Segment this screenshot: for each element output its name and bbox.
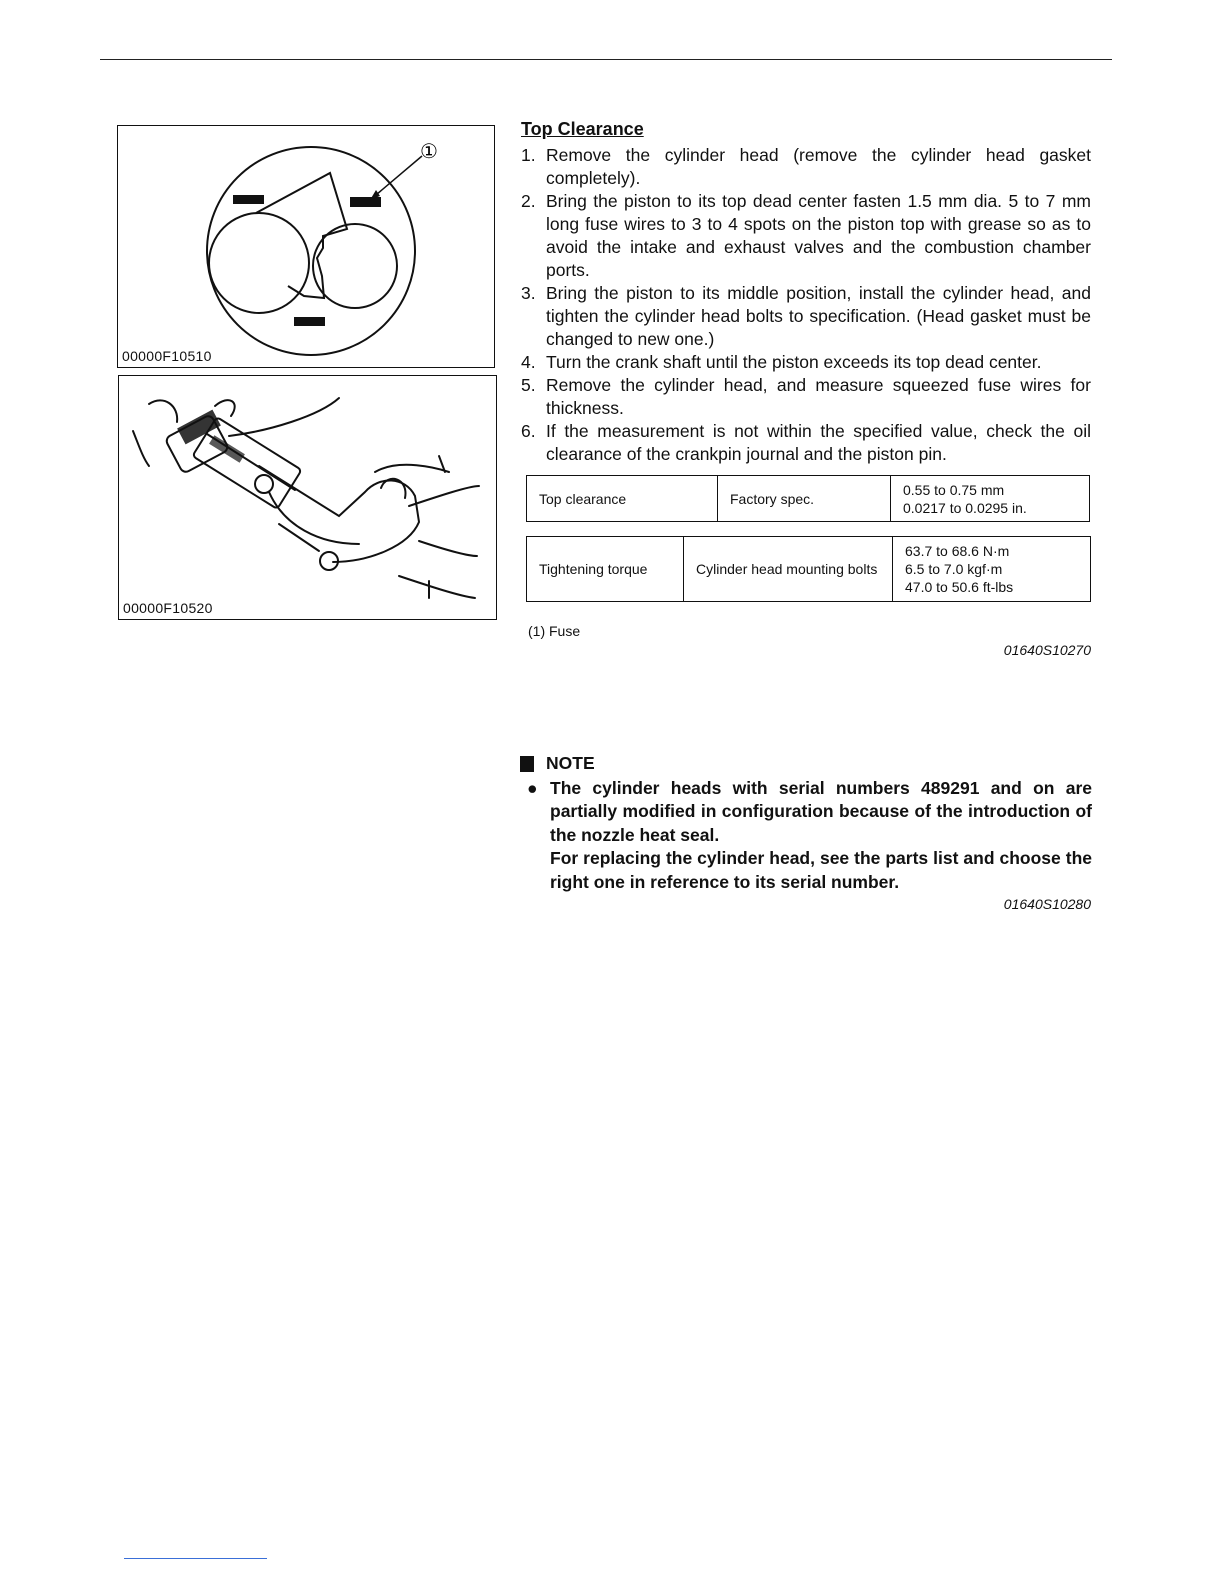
torque-item: Cylinder head mounting bolts [684, 537, 893, 602]
note-header [516, 752, 1092, 776]
callout-number: ① [420, 139, 438, 163]
step-text: Bring the piston to its top dead center fasten 1.5 mm dia. 5 to 7 mm long fuse wires to 3 to 4 spots on the piston top with grease so as to avoid the intake and exhaust valves and the combustion chamber ports. [546, 191, 1091, 280]
step-text: Remove the cylinder head, and measure squeezed fuse wires for thickness. [546, 375, 1091, 418]
figure-piston-top [117, 125, 495, 368]
step-number: 2. [521, 191, 536, 211]
figure-code: 00000F10510 [122, 348, 212, 364]
step-number: 6. [521, 421, 536, 441]
header-rule [100, 59, 1112, 60]
note-paragraph: The cylinder heads with serial numbers 489291 and on are partially modified in configuration because of the introduction of the nozzle heat seal. [550, 777, 1092, 845]
torque-values [893, 537, 1091, 602]
section-title: Top Clearance [521, 119, 644, 139]
top-clearance-spec-table [526, 475, 1090, 522]
step-item [521, 190, 1091, 282]
step-text: Bring the piston to its middle position, install the cylinder head, and tighten the cylinder head bolts to specification. (Head gasket must be changed to new one.) [546, 283, 1091, 349]
step-text: Remove the cylinder head (remove the cylinder head gasket completely). [546, 145, 1091, 188]
procedure-steps [521, 144, 1091, 466]
top-clearance-section [521, 118, 1091, 466]
step-item [521, 374, 1091, 420]
step-item [521, 420, 1091, 466]
step-text: Turn the crank shaft until the piston exceeds its top dead center. [546, 352, 1042, 372]
spec-label: Top clearance [527, 476, 718, 522]
note-code: 01640S10280 [1003, 896, 1091, 912]
tightening-torque-table [526, 536, 1091, 602]
step-item [521, 282, 1091, 351]
spec-value: 0.0217 to 0.0295 in. [903, 499, 1027, 516]
bullet-icon: ● [527, 777, 538, 798]
figure-micrometer [118, 375, 497, 620]
step-item [521, 351, 1091, 374]
torque-value: 6.5 to 7.0 kgf·m [905, 561, 1003, 577]
torque-label: Tightening torque [527, 537, 684, 602]
figure-legend: (1) Fuse [528, 623, 581, 639]
step-number: 1. [521, 145, 536, 165]
footer-link-underline [124, 1558, 267, 1559]
note-title: NOTE [546, 753, 595, 773]
note-block [516, 752, 1092, 894]
figure-code: 00000F10520 [123, 600, 213, 616]
torque-value: 63.7 to 68.6 N·m [905, 543, 1010, 559]
micrometer-illustration [119, 376, 495, 618]
step-item [521, 144, 1091, 190]
note-body [516, 777, 1092, 895]
step-number: 5. [521, 375, 536, 395]
step-text: If the measurement is not within the specified value, check the oil clearance of the crankpin journal and the piston pin. [546, 421, 1091, 464]
note-paragraph: For replacing the cylinder head, see the parts list and choose the right one in reference to its serial number. [550, 848, 1092, 892]
step-number: 4. [521, 352, 536, 372]
spec-value: 0.55 to 0.75 mm [903, 481, 1005, 498]
note-square-icon [520, 756, 534, 772]
spec-values [891, 476, 1090, 522]
piston-top-illustration [118, 126, 493, 366]
torque-value: 47.0 to 50.6 ft-lbs [905, 579, 1014, 595]
spec-type: Factory spec. [718, 476, 891, 522]
section-code: 01640S10270 [1003, 642, 1091, 658]
step-number: 3. [521, 283, 536, 303]
